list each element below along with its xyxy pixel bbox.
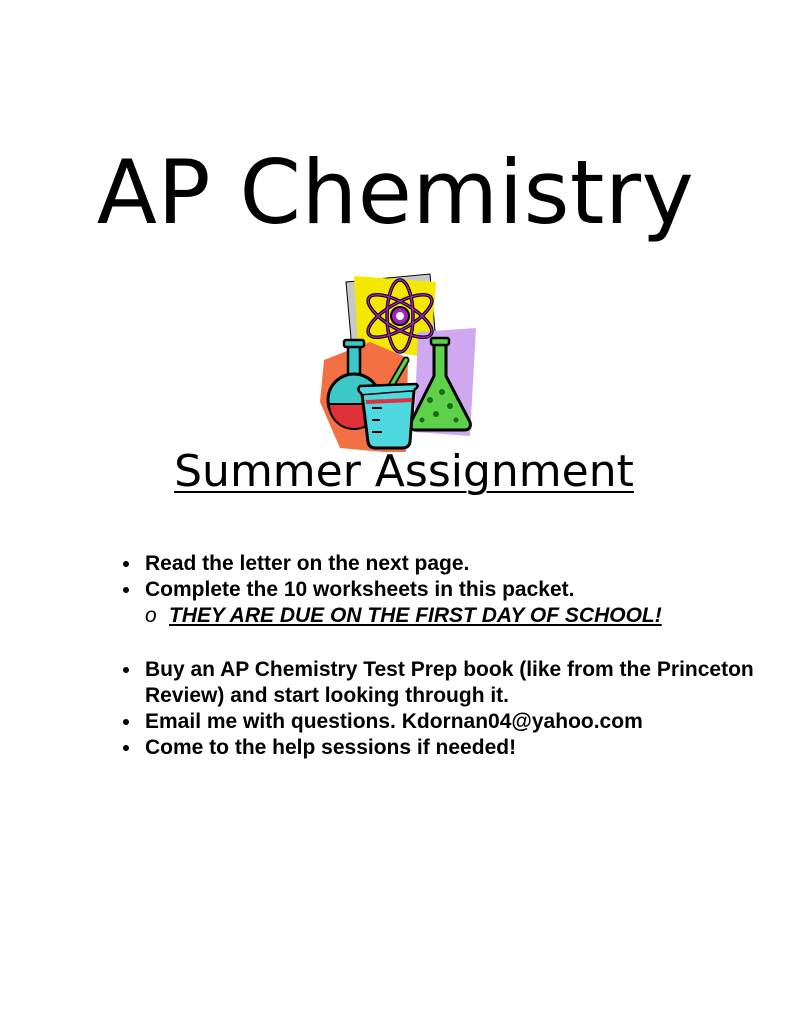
chemistry-lab-clipart-icon: [318, 272, 478, 452]
page-title: AP Chemistry: [96, 141, 695, 244]
list-spacer: [118, 629, 758, 657]
list-item: [118, 657, 758, 709]
list-item: [118, 551, 758, 577]
assignment-heading: Summer Assignment: [174, 446, 634, 497]
list-item: [118, 735, 758, 761]
sub-list-item: [118, 603, 758, 629]
task-complete-worksheets: Complete the 10 worksheets in this packet.: [145, 578, 575, 601]
list-item: [118, 577, 758, 603]
bullet-icon: [123, 667, 129, 673]
assignment-task-list: [118, 551, 758, 761]
bullet-icon: [123, 561, 129, 567]
bullet-icon: [123, 719, 129, 725]
task-buy-prep-book: Buy an AP Chemistry Test Prep book (like from the Princeton Review) and start looking through it.: [145, 658, 754, 707]
task-email-questions: Email me with questions. Kdornan04@yahoo.com: [145, 710, 643, 733]
due-date-note: THEY ARE DUE ON THE FIRST DAY OF SCHOOL!: [169, 604, 662, 627]
task-read-letter: Read the letter on the next page.: [145, 552, 470, 575]
bullet-icon: [123, 745, 129, 751]
bullet-icon: [123, 587, 129, 593]
sub-bullet-marker: o: [145, 604, 157, 627]
list-item: [118, 709, 758, 735]
task-help-sessions: Come to the help sessions if needed!: [145, 736, 517, 759]
